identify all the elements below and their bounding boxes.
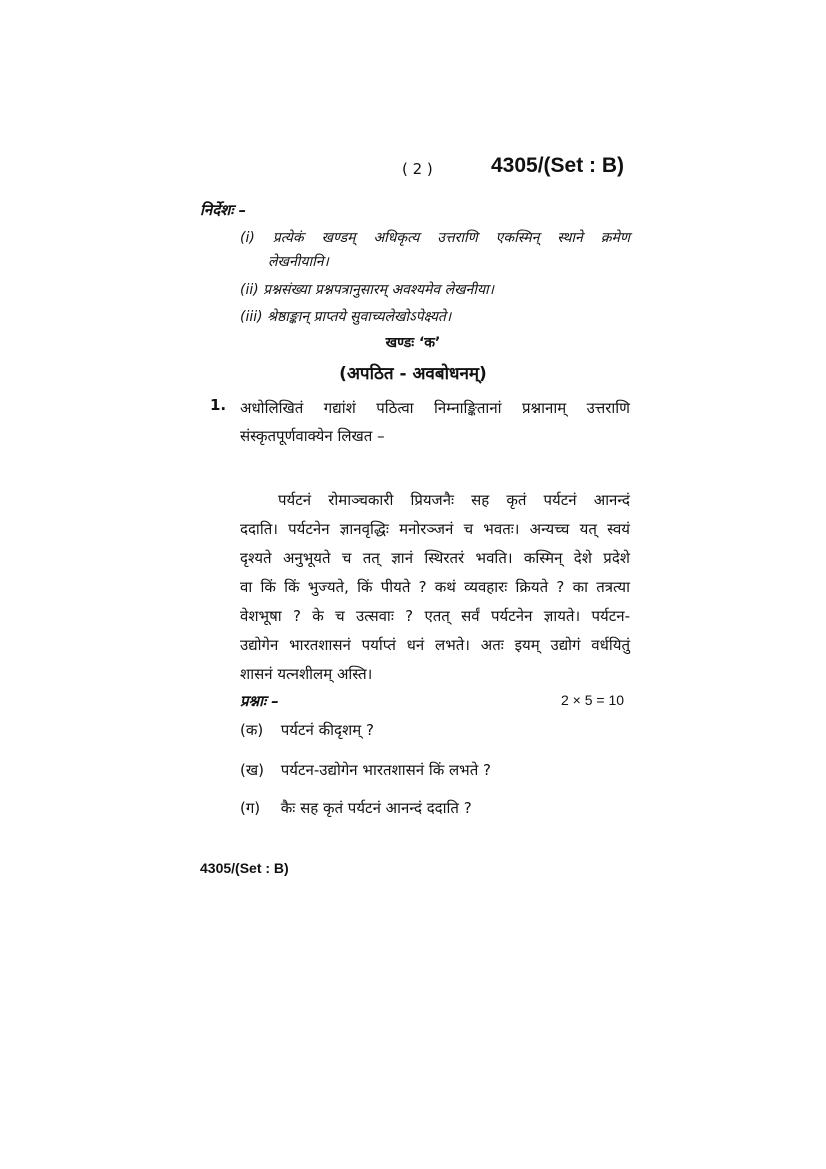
instruction-item-1: (i) प्रत्येकं खण्डम् अधिकृत्य उत्तराणि एकस्मिन् स्थाने क्रमेण (240, 230, 630, 246)
subquestion-label: (क) (240, 721, 264, 739)
instruction-item-3: (iii) श्रेष्ठाङ्कान् प्राप्तये सुवाच्यलेखोऽपेक्ष्यते। (240, 309, 452, 325)
subquestion-text: पर्यटन-उद्योगेन भारतशासनं किं लभते ? (280, 761, 491, 779)
subquestion-text: पर्यटनं कीदृशम् ? (280, 721, 374, 739)
paper-code-footer: 4305/(Set : B) (200, 860, 289, 876)
passage-line: शासनं यत्नशीलम् अस्ति। (240, 665, 373, 683)
subquestion-label: (ख) (240, 761, 264, 779)
instructions-title: निर्देशः – (200, 201, 247, 219)
passage-line: उद्योगेन भारतशासनं पर्याप्तं धनं लभते। अतः इयम् उद्योगं वर्धयितुं (240, 636, 630, 654)
subquestion-label: (ग) (240, 799, 261, 817)
subquestion (240, 760, 491, 780)
subquestion (240, 720, 374, 740)
instruction-item-1-cont: लेखनीयानि। (268, 254, 329, 270)
section-subtitle: (अपठित - अवबोधनम्) (339, 364, 487, 384)
passage-line: दृश्यते अनुभूयते च तत् ज्ञानं स्थिरतरं भवति। कस्मिन् देशे प्रदेशे (240, 549, 630, 567)
paper-code-header: 4305/(Set : B) (491, 154, 625, 177)
question-number: 1. (210, 396, 227, 414)
passage-line: वा किं किं भुज्यते, किं पीयते ? कथं व्यवहारः क्रियते ? का तत्रत्या (240, 578, 630, 596)
question-text (240, 394, 630, 450)
marks-allocation: 2 × 5 = 10 (561, 692, 625, 708)
passage (240, 486, 630, 689)
subquestion (240, 798, 472, 818)
subquestion-text: कैः सह कृतं पर्यटनं आनन्दं ददाति ? (280, 799, 472, 817)
section-title: खण्डः ‘क’ (385, 335, 441, 351)
question-line: अधोलिखितं गद्यांशं पठित्वा निम्नाङ्कितानां प्रश्नानाम् उत्तराणि (240, 399, 630, 417)
instruction-item-2: (ii) प्रश्नसंख्या प्रश्नपत्रानुसारम् अवश्यमेव लेखनीया। (240, 282, 494, 298)
passage-line: ददाति। पर्यटनेन ज्ञानवृद्धिः मनोरञ्जनं च भवतः। अन्यच्च यत् स्वयं (240, 520, 630, 538)
question-line: संस्कृतपूर्णवाक्येन लिखत – (240, 427, 385, 445)
page-number: ( 2 ) (402, 160, 433, 178)
questions-label: प्रश्नाः – (240, 692, 279, 710)
passage-line: वेशभूषा ? के च उत्सवाः ? एतत् सर्वं पर्यटनेन ज्ञायते। पर्यटन- (240, 607, 630, 625)
passage-line: पर्यटनं रोमाञ्चकारी प्रियजनैः सह कृतं पर्यटनं आनन्दं (278, 491, 630, 509)
